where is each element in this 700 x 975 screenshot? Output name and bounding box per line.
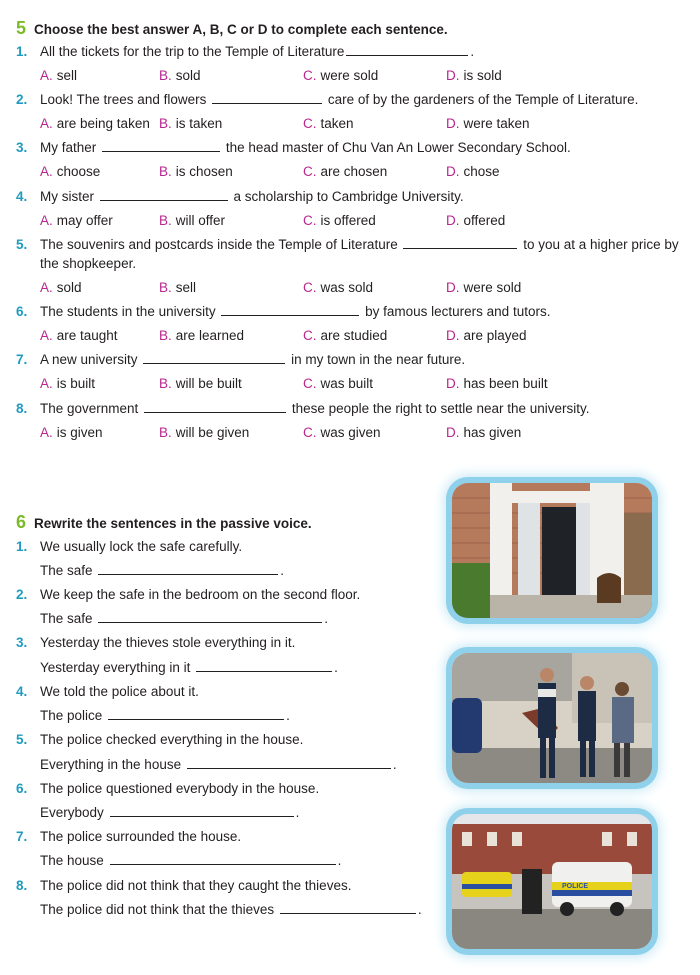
answer-blank[interactable] [212, 89, 322, 104]
option-b[interactable]: B. will be given [159, 425, 250, 440]
options-row [0, 422, 700, 444]
police-officers-photo [452, 653, 652, 783]
answer-blank[interactable] [143, 349, 285, 364]
rewrite-answer-row: The house . [0, 850, 700, 872]
section-6-number: 6 [16, 512, 27, 532]
option-c[interactable]: C. was sold [303, 280, 374, 295]
question-text-after: these people the right to settle near the university. [291, 401, 590, 416]
source-sentence: We usually lock the safe carefully. [40, 539, 243, 554]
section-5-title: Choose the best answer A, B, C or D to complete each sentence. [34, 22, 448, 37]
options-row [0, 161, 700, 183]
rewrite-blank[interactable] [280, 899, 416, 914]
options-row [0, 373, 700, 395]
question-text: The souvenirs and postcards inside the Temple of Literature [40, 237, 398, 252]
rewrite-answer-row: Everything in the house . [0, 754, 700, 776]
options-row [0, 113, 700, 135]
question-number: 2. [16, 92, 28, 107]
source-sentence: The police did not think that they caught the thieves. [40, 878, 352, 893]
question-text: All the tickets for the trip to the Temple of Literature [40, 44, 345, 59]
question-text: My sister [40, 189, 94, 204]
answer-blank[interactable] [102, 137, 220, 152]
section-6-heading [16, 511, 312, 533]
section-5-number: 5 [16, 18, 27, 38]
options-row [0, 210, 700, 232]
option-d[interactable]: D. were taken [446, 116, 530, 131]
answer-start: Everything in the house [40, 757, 182, 772]
option-a[interactable]: A. sell [40, 68, 78, 83]
question-text-after: the head master of Chu Van An Lower Secondary School. [225, 140, 571, 155]
question-row [0, 137, 700, 159]
answer-start: The safe [40, 563, 93, 578]
question-number: 4. [16, 189, 28, 204]
source-sentence: The police surrounded the house. [40, 829, 242, 844]
question-text-after: to you at a higher price by [523, 237, 679, 252]
question-text: The students in the university [40, 304, 216, 319]
question-row [0, 349, 700, 371]
option-c[interactable]: C. taken [303, 116, 354, 131]
rewrite-blank[interactable] [110, 802, 294, 817]
source-sentence: We told the police about it. [40, 684, 199, 699]
option-a[interactable]: A. choose [40, 164, 101, 179]
police-cars-illustration [452, 814, 652, 949]
option-b[interactable]: B. will be built [159, 376, 242, 391]
rewrite-sentence-row [0, 632, 700, 654]
question-text: The government [40, 401, 139, 416]
answer-start: The police did not think that the thieves [40, 902, 275, 917]
police-officers-illustration [452, 653, 652, 783]
option-b[interactable]: B. will offer [159, 213, 226, 228]
question-row [0, 301, 700, 323]
options-row [0, 65, 700, 87]
question-number: 7. [16, 829, 28, 844]
question-number: 7. [16, 352, 28, 367]
rewrite-blank[interactable] [98, 560, 278, 575]
option-d[interactable]: D. has been built [446, 376, 548, 391]
option-c[interactable]: C. was built [303, 376, 374, 391]
section-5-heading [16, 17, 448, 39]
option-a[interactable]: A. is built [40, 376, 96, 391]
source-sentence: We keep the safe in the bedroom on the second floor. [40, 587, 361, 602]
option-c[interactable]: C. are chosen [303, 164, 388, 179]
answer-blank[interactable] [221, 301, 359, 316]
question-number: 5. [16, 732, 28, 747]
question-number: 3. [16, 635, 28, 650]
question-row [0, 186, 700, 208]
option-d[interactable]: D. were sold [446, 280, 522, 295]
answer-start: The police [40, 708, 103, 723]
house-entrance-illustration [452, 483, 652, 618]
answer-blank[interactable] [100, 186, 228, 201]
option-a[interactable]: A. may offer [40, 213, 113, 228]
rewrite-blank[interactable] [108, 705, 284, 720]
rewrite-answer-row: The safe . [0, 560, 700, 582]
question-row [0, 41, 700, 63]
rewrite-answer-row: Yesterday everything in it . [0, 657, 700, 679]
question-text-continued: the shopkeeper. [40, 256, 137, 271]
rewrite-blank[interactable] [110, 850, 336, 865]
option-b[interactable]: B. is chosen [159, 164, 233, 179]
options-row [0, 325, 700, 347]
options-row [0, 277, 700, 299]
source-sentence: Yesterday the thieves stole everything in it. [40, 635, 296, 650]
question-text-after: care of by the gardeners of the Temple of Literature. [327, 92, 639, 107]
question-text-after: . [470, 44, 475, 59]
police-cars-photo [452, 814, 652, 949]
question-continuation-row [0, 253, 700, 275]
option-c[interactable]: C. are studied [303, 328, 388, 343]
question-text: Look! The trees and flowers [40, 92, 207, 107]
option-c[interactable]: C. was given [303, 425, 381, 440]
question-number: 4. [16, 684, 28, 699]
question-text-after: in my town in the near future. [291, 352, 466, 367]
section-6-title: Rewrite the sentences in the passive voice. [34, 516, 312, 531]
question-text-after: a scholarship to Cambridge University. [233, 189, 464, 204]
question-number: 6. [16, 304, 28, 319]
question-number: 2. [16, 587, 28, 602]
question-row [0, 89, 700, 111]
option-d[interactable]: D. chose [446, 164, 500, 179]
question-number: 8. [16, 878, 28, 893]
option-b[interactable]: B. sell [159, 280, 197, 295]
option-b[interactable]: B. is taken [159, 116, 223, 131]
option-d[interactable]: D. has given [446, 425, 522, 440]
answer-start: Yesterday everything in it [40, 660, 191, 675]
rewrite-blank[interactable] [187, 754, 391, 769]
question-number: 3. [16, 140, 28, 155]
option-d[interactable]: D. are played [446, 328, 527, 343]
question-text: My father [40, 140, 97, 155]
rewrite-blank[interactable] [196, 657, 332, 672]
option-b[interactable]: B. are learned [159, 328, 245, 343]
option-b[interactable]: B. sold [159, 68, 201, 83]
house-entrance-photo [452, 483, 652, 618]
question-number: 6. [16, 781, 28, 796]
rewrite-answer-row: The police . [0, 705, 700, 727]
option-a[interactable]: A. is given [40, 425, 103, 440]
rewrite-answer-row: The police did not think that the thieves . [0, 899, 700, 921]
option-c[interactable]: C. were sold [303, 68, 379, 83]
question-number: 1. [16, 44, 28, 59]
answer-blank[interactable] [144, 398, 286, 413]
rewrite-blank[interactable] [98, 608, 322, 623]
option-a[interactable]: A. are being taken [40, 116, 150, 131]
question-text: A new university [40, 352, 138, 367]
question-number: 1. [16, 539, 28, 554]
answer-blank[interactable] [403, 234, 517, 249]
source-sentence: The police checked everything in the house. [40, 732, 304, 747]
rewrite-answer-row: The safe . [0, 608, 700, 630]
option-d[interactable]: D. is sold [446, 68, 502, 83]
answer-start: Everybody [40, 805, 104, 820]
question-number: 8. [16, 401, 28, 416]
option-c[interactable]: C. is offered [303, 213, 376, 228]
answer-start: The house [40, 853, 104, 868]
answer-blank[interactable] [346, 41, 468, 56]
answer-start: The safe [40, 611, 93, 626]
police-car-label: POLICE [562, 883, 589, 890]
question-text-after: by famous lecturers and tutors. [365, 304, 551, 319]
question-number: 5. [16, 237, 28, 252]
rewrite-answer-row: Everybody . [0, 802, 700, 824]
option-a[interactable]: A. sold [40, 280, 82, 295]
option-a[interactable]: A. are taught [40, 328, 118, 343]
question-row [0, 398, 700, 420]
source-sentence: The police questioned everybody in the house. [40, 781, 320, 796]
option-d[interactable]: D. offered [446, 213, 506, 228]
